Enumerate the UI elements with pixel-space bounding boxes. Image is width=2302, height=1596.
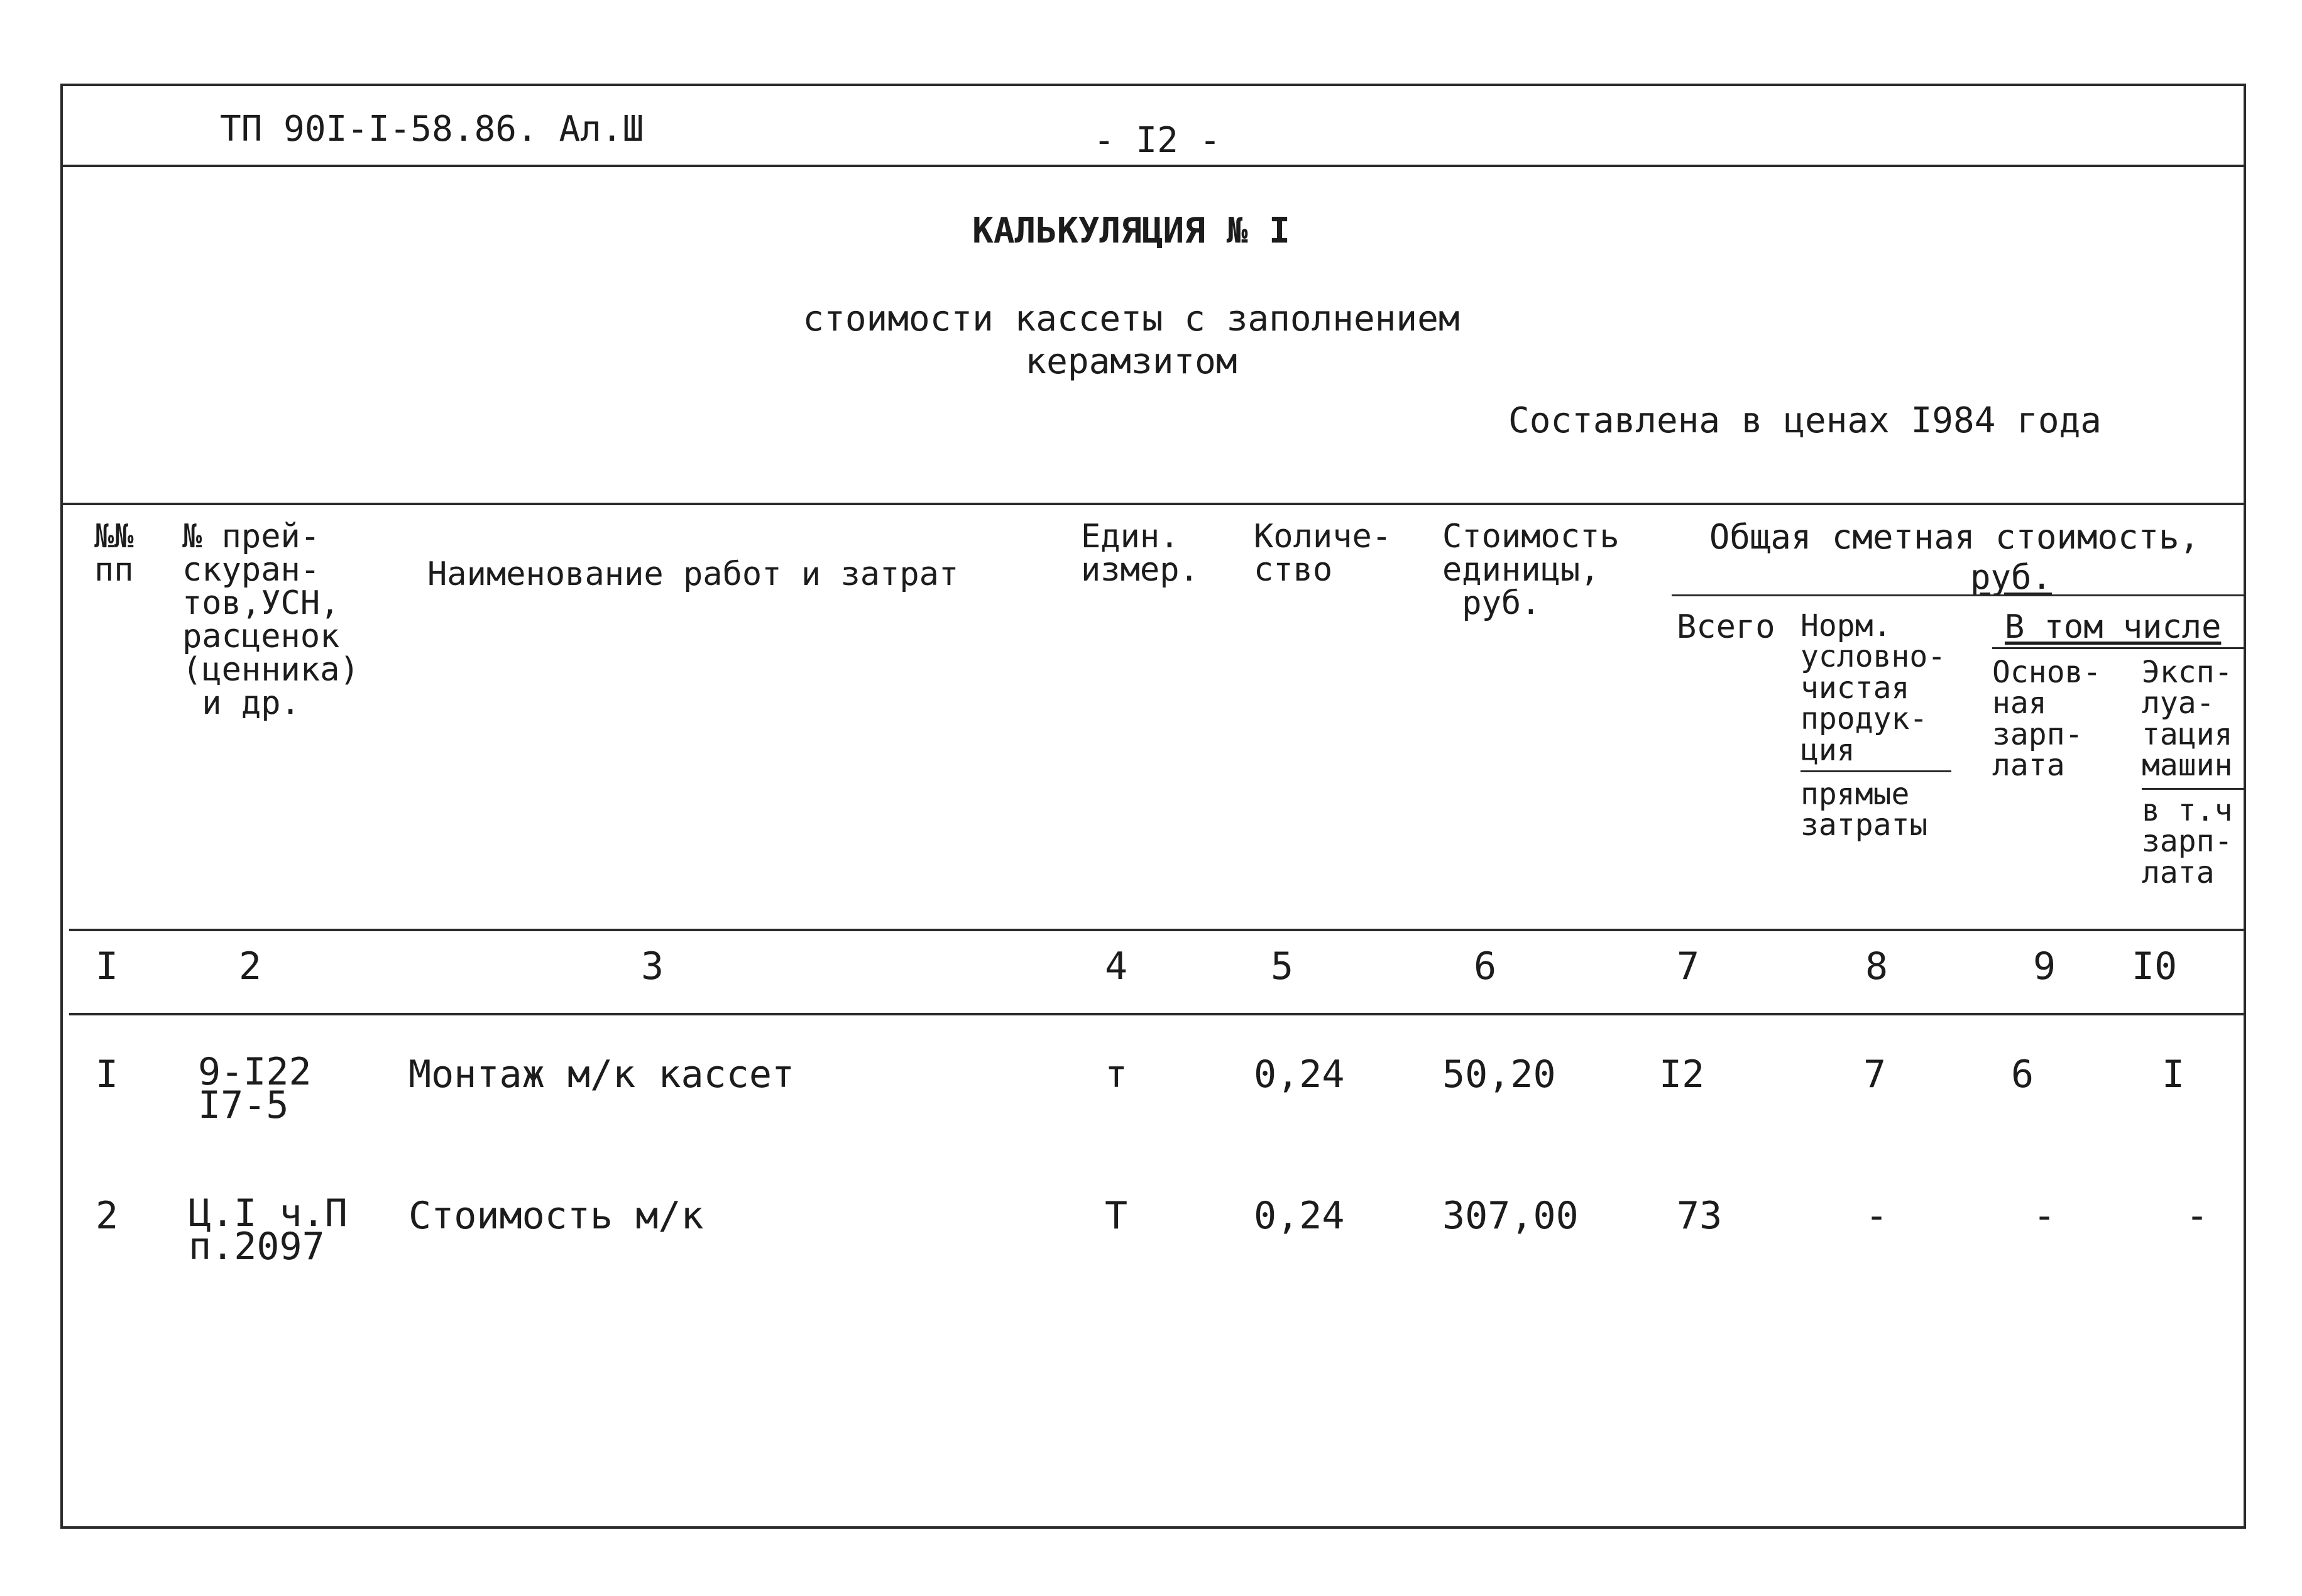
document-code: ТП 90I-I-58.86. Ал.Ш [220,109,644,150]
table-top-line [60,503,2246,505]
header-total-estimate-unit: руб. [1970,557,2053,597]
row1-total: I2 [1659,1052,1705,1096]
col-number-4: 4 [1105,944,1128,988]
header-machine-operation: Эксп- луа- тация машин [2142,655,2233,784]
row2-total: 73 [1677,1194,1723,1238]
header-unit: Един. измер. [1081,518,1199,589]
including-divider [1992,647,2246,649]
header-pricelist-ref: № прей- скуран- тов,УСН, расценок (ценника) и др. [182,518,359,723]
col-number-1: I [96,944,119,988]
header-unit-cost: Стоимость единицы, руб. [1442,518,1620,623]
row1-ref: 9-I22 I7-5 [198,1050,312,1127]
net-product-divider [1800,770,1951,772]
row1-base-wage: 6 [2011,1052,2034,1096]
row1-number: I [96,1052,119,1096]
row1-machine-operation: I [2162,1052,2185,1096]
price-basis: Составлена в ценах I984 года [1508,400,2102,441]
group-divider [1672,594,2246,596]
col-number-7: 7 [1677,944,1700,988]
col-number-6: 6 [1474,944,1497,988]
row2-unit-cost: 307,00 [1442,1194,1579,1238]
header-direct-costs: прямые затраты [1800,777,1928,843]
row2-number: 2 [96,1194,119,1238]
subtitle-line-1: стоимости кассеты с заполнением [803,298,1460,339]
row2-unit: Т [1105,1194,1128,1238]
header-total-estimate: Общая сметная стоимость, [1709,517,2200,557]
row1-unit-cost: 50,20 [1442,1052,1556,1096]
col-number-2: 2 [239,944,262,988]
row2-base-wage: - [2033,1194,2056,1238]
header-net-product: Норм. условно- чистая продук- ция [1800,608,1946,768]
col-number-5: 5 [1271,944,1294,988]
header-including: В том числе [2005,608,2222,646]
header-quantity: Количе- ство [1254,518,1392,589]
row2-direct-costs: - [1865,1194,1888,1238]
row2-machine-operation: - [2186,1194,2209,1238]
header-machine-wage: в т.ч зарп- лата [2142,793,2233,890]
header-base-wage: Основ- ная зарп- лата [1992,655,2102,784]
row2-name: Стоимость м/к [408,1194,704,1238]
col-number-9: 9 [2033,944,2056,988]
header-total: Всего [1677,608,1775,646]
row1-quantity: 0,24 [1254,1052,1345,1096]
col-number-3: 3 [641,944,664,988]
row2-quantity: 0,24 [1254,1194,1345,1238]
row1-unit: т [1105,1052,1128,1096]
header-work-name: Наименование работ и затрат [427,555,959,593]
subtitle-line-2: керамзитом [1025,341,1237,382]
column-number-top-line [69,929,2246,931]
row1-name: Монтаж м/к кассет [408,1052,795,1096]
row1-direct-costs: 7 [1863,1052,1887,1096]
row2-ref: Ц.I ч.П п.2097 [189,1191,348,1269]
header-divider [60,165,2246,167]
column-number-bottom-line [69,1013,2246,1015]
machine-divider [2142,788,2246,790]
page-number: - I2 - [1093,120,1221,161]
col-number-10: I0 [2132,944,2178,988]
page-title: КАЛЬКУЛЯЦИЯ № I [972,210,1290,251]
header-number: №№ пп [94,518,134,589]
col-number-8: 8 [1865,944,1888,988]
